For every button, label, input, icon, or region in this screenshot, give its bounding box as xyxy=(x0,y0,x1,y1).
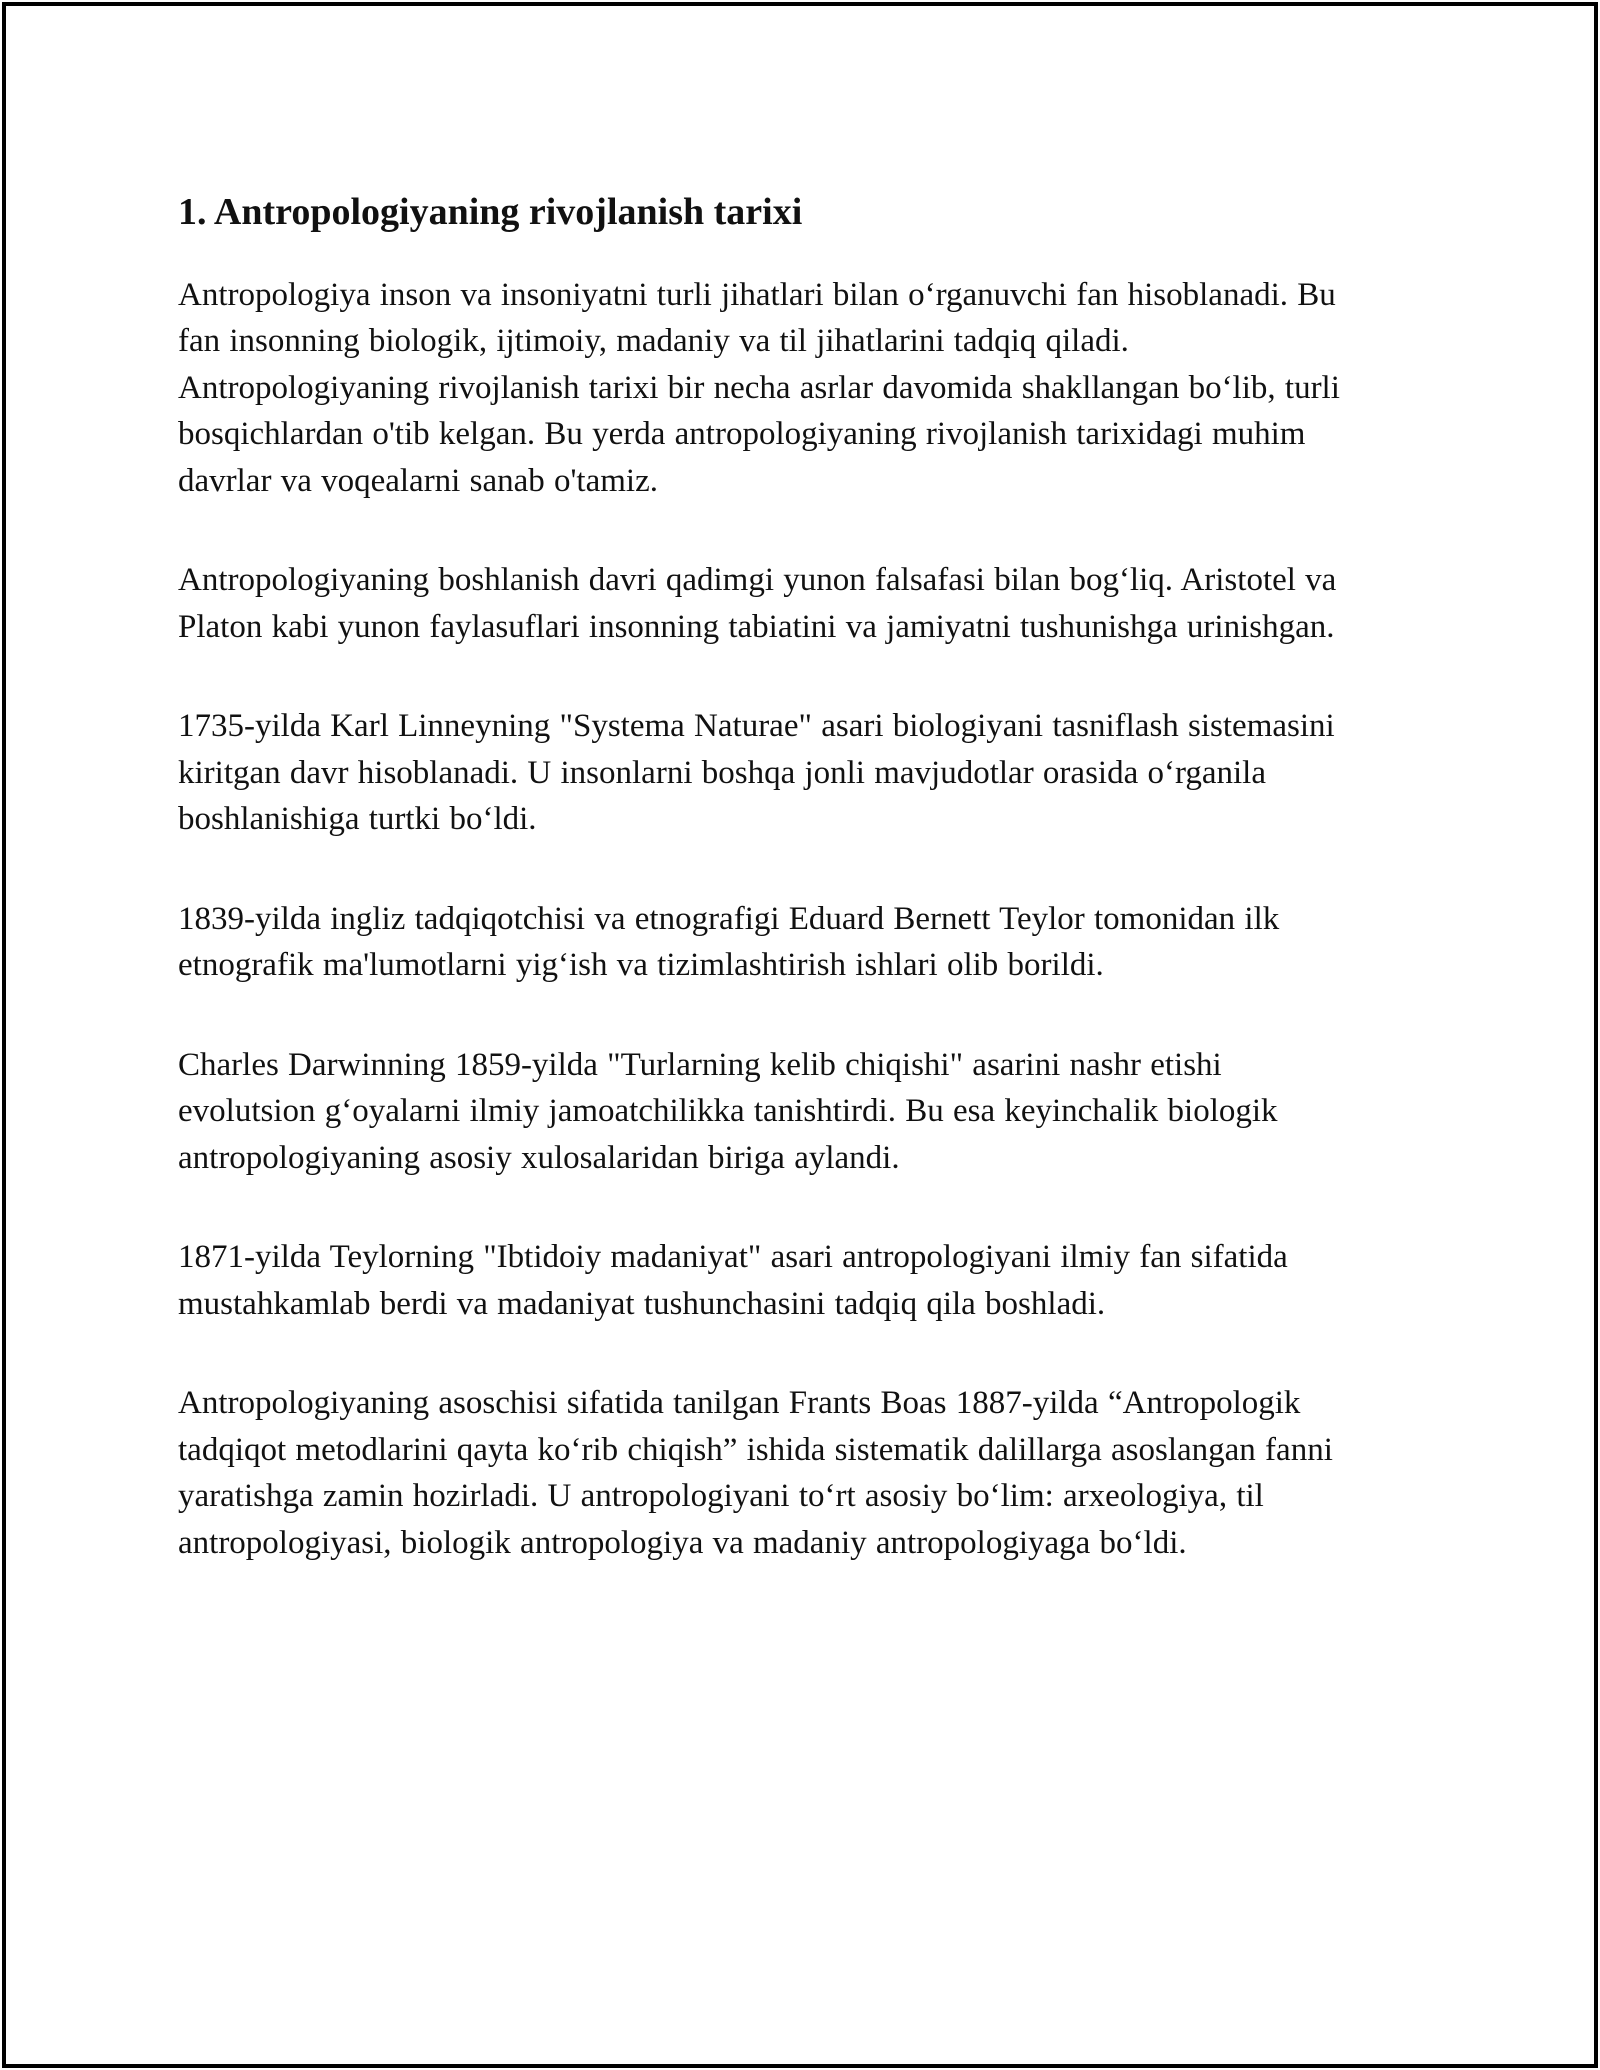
paragraph-greek-origins: Antropologiyaning boshlanish davri qadimgi yunon falsafasi bilan bog‘liq. Aristotel va Platon kabi yunon faylasuflari insonning tabiatini va jamiyatni tushunishga urinishgan. xyxy=(178,562,1337,645)
section-heading: 1. Antropologiyaning rivojlanish tarixi xyxy=(178,191,803,233)
paragraph-1871-teylor: 1871-yilda Teylorning "Ibtidoiy madaniyat" asari antropologiyani ilmiy fan sifatida mustahkamlab berdi va madaniyat tushunchasini tadqiq qila boshladi. xyxy=(178,1239,1288,1322)
paragraph-intro: Antropologiya inson va insoniyatni turli jihatlari bilan o‘rganuvchi fan hisoblanadi. Bu fan insonning biologik, ijtimoiy, madaniy va til jihatlarini tadqiq qiladi. Antropologiyaning rivojlanish tarixi bir necha asrlar davomida shakllangan bo‘lib, turli bosqichlardan o'tib kelgan. Bu yerda antropologiyaning rivojlanish tarixidagi muhim davrlar va voqealarni sanab o'tamiz. xyxy=(178,276,1340,499)
paragraph-1887-boas: Antropologiyaning asoschisi sifatida tanilgan Frants Boas 1887-yilda “Antropologik tadqiqot metodlarini qayta ko‘rib chiqish” ishida sistematik dalillarga asoslangan fanni yaratishga zamin hozirladi. U antropologiyani to‘rt asosiy bo‘lim: arxeologiya, til antropologiyasi, biologik antropologiya va madaniy antropologiyaga bo‘ldi. xyxy=(178,1385,1333,1561)
paragraph-1859-darwin: Charles Darwinning 1859-yilda "Turlarning kelib chiqishi" asarini nashr etishi evolutsion g‘oyalarni ilmiy jamoatchilikka tanishtirdi. Bu esa keyinchalik biologik antropologiyaning asosiy xulosalaridan biriga aylandi. xyxy=(178,1046,1278,1176)
paragraph-1839-teylor: 1839-yilda ingliz tadqiqotchisi va etnografigi Eduard Bernett Teylor tomonidan ilk etnografik ma'lumotlarni yig‘ish va tizimlashtirish ishlari olib borildi. xyxy=(178,900,1280,984)
paragraph-1735-linney: 1735-yilda Karl Linneyning "Systema Naturae" asari biologiyani tasniflash sistemasini kiritgan davr hisoblanadi. U insonlarni boshqa jonli mavjudotlar orasida o‘rganila boshlanishiga turtki bo‘ldi. xyxy=(178,708,1335,838)
document-content xyxy=(178,190,1343,1619)
